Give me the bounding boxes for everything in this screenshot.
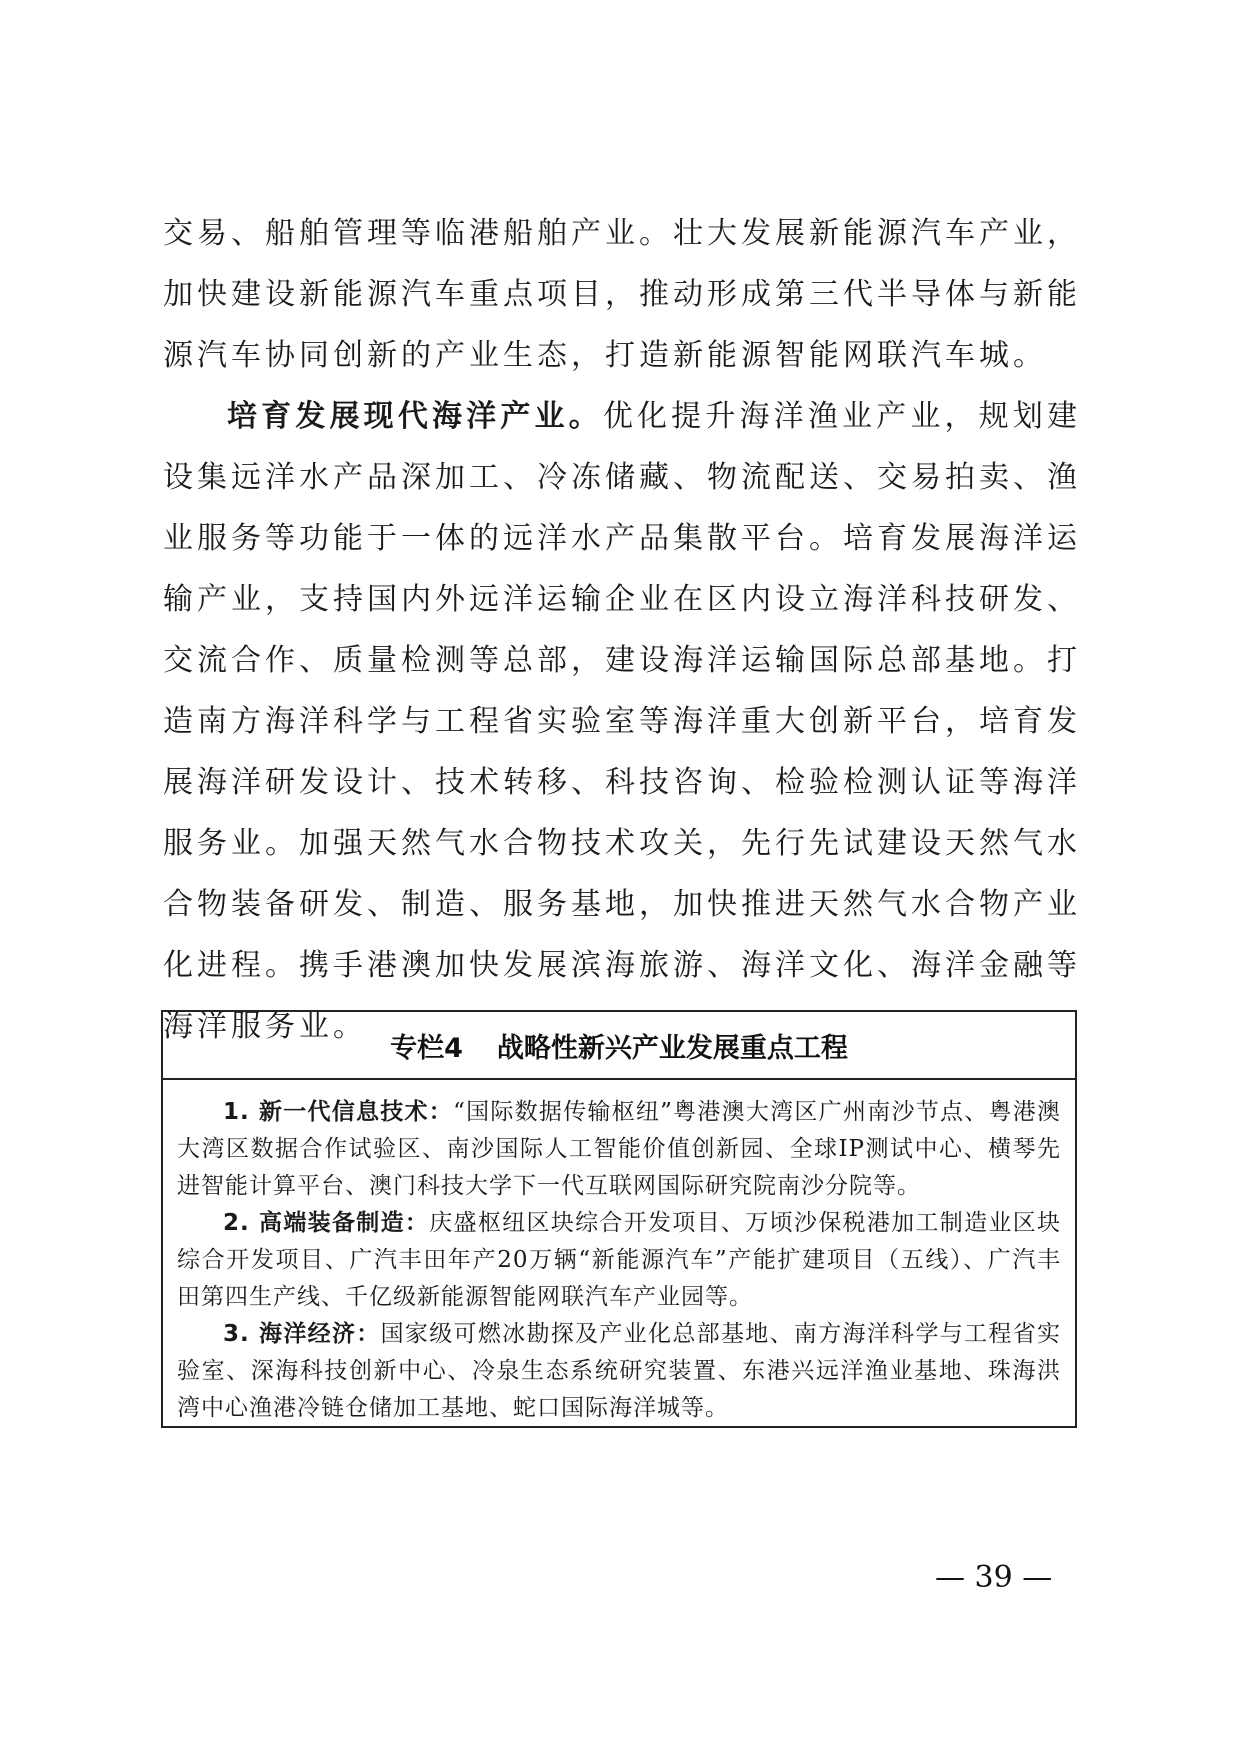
box-item-text: 国家级可燃冰勘探及产业化总部基地、南方海洋科学与工程省实验室、深海科技创新中心、冷泉生态系统研究装置、东港兴远洋渔业基地、珠海洪湾中心渔港冷链仓储加工基地、蛇口国际海洋城等。 — [177, 1321, 1062, 1421]
paragraph-text: 优化提升海洋渔业产业，规划建设集远洋水产品深加工、冷冻储藏、物流配送、交易拍卖、渔业服务等功能于一体的远洋水产品集散平台。培育发展海洋运输产业，支持国内外远洋运输企业在区内设立海洋科技研发、交流合作、质量检测等总部，建设海洋运输国际总部基地。打造南方海洋科学与工程省实验室等海洋重大创新平台，培育发展海洋研发设计、技术转移、科技咨询、检验检测认证等海洋服务业。加强天然气水合物技术攻关，先行先试建设天然气水合物装备研发、制造、服务基地，加快推进天然气水合物产业化进程。携手港澳加快发展滨海旅游、海洋文化、海洋金融等海洋服务业。 — [163, 399, 1082, 1044]
box-item-text: 庆盛枢纽区块综合开发项目、万顷沙保税港加工制造业区块综合开发项目、广汽丰田年产20万辆“新能源汽车”产能扩建项目（五线）、广汽丰田第四生产线、千亿级新能源智能网联汽车产业园等。 — [177, 1210, 1061, 1310]
box-item-lead: 2. 高端装备制造： — [223, 1210, 430, 1236]
box-item-text: “国际数据传输枢纽”粤港澳大湾区广州南沙节点、粤港澳大湾区数据合作试验区、南沙国际人工智能价值创新园、全球IP测试中心、横琴先进智能计算平台、澳门科技大学下一代互联网国际研究院南沙分院等。 — [177, 1099, 1061, 1199]
box-item-information-technology — [177, 1094, 1061, 1205]
column-box-title — [163, 1012, 1075, 1080]
box-item-equipment-manufacturing — [177, 1205, 1061, 1316]
body-text — [163, 203, 1081, 1057]
column-box-title-text: 战略性新兴产业发展重点工程 — [496, 1032, 848, 1064]
page-number: — 39 — — [935, 1560, 1053, 1595]
box-item-lead: 1. 新一代信息技术： — [223, 1099, 454, 1125]
column-box-number: 专栏4 — [390, 1032, 463, 1064]
column-box-body — [163, 1080, 1075, 1427]
paragraph-text: 交易、船舶管理等临港船舶产业。壮大发展新能源汽车产业，加快建设新能源汽车重点项目，推动形成第三代半导体与新能源汽车协同创新的产业生态，打造新能源智能网联汽车城。 — [163, 216, 1081, 373]
column-box — [161, 1010, 1077, 1428]
paragraph-lead-heading: 培育发展现代海洋产业。 — [227, 399, 603, 434]
box-item-marine-economy — [177, 1316, 1061, 1427]
paragraph-marine-industry — [163, 386, 1081, 1057]
box-item-lead: 3. 海洋经济： — [223, 1321, 381, 1347]
paragraph-continued — [163, 203, 1081, 386]
